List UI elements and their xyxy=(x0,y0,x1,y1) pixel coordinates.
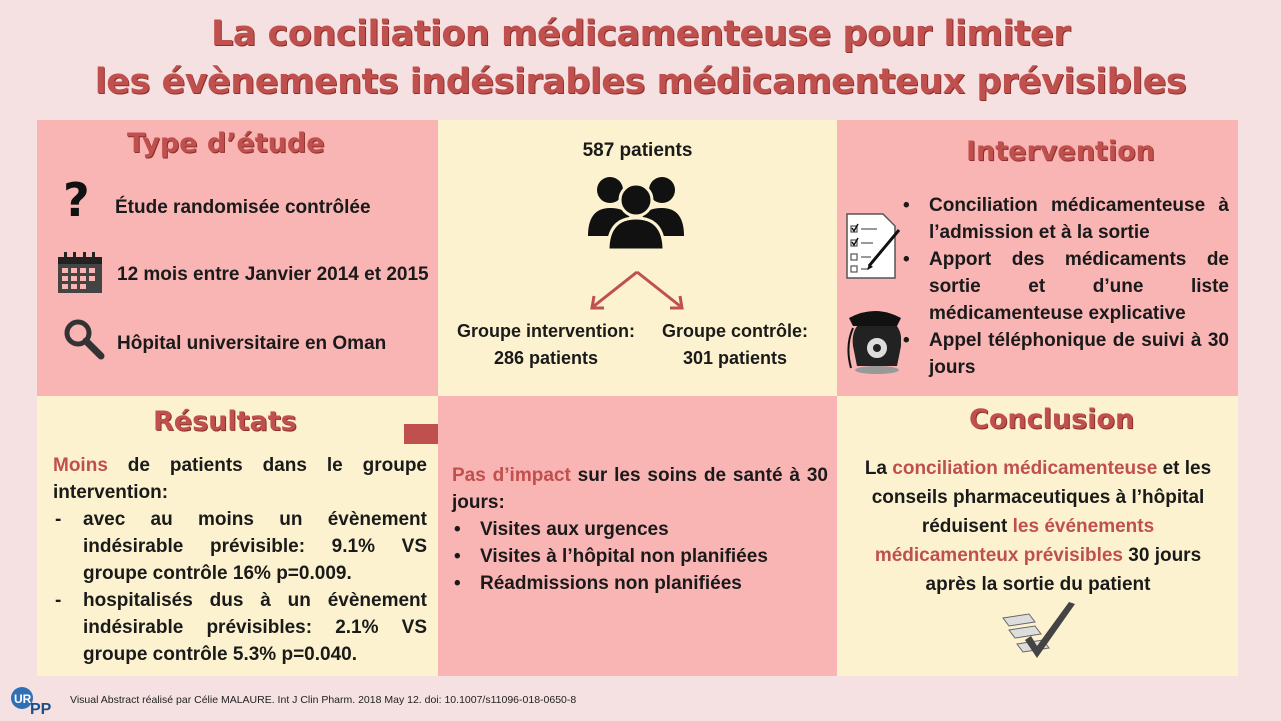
intervention-group-count: 286 patients xyxy=(493,348,599,368)
list-item: • Visites à l’hôpital non planifiées xyxy=(452,543,828,570)
population-panel xyxy=(438,120,837,396)
magnifier-icon xyxy=(63,318,105,365)
results-body xyxy=(53,452,427,668)
results-lead-highlight: Moins xyxy=(53,455,108,476)
intervention-group xyxy=(456,318,636,372)
study-type-panel xyxy=(37,120,438,396)
intervention-list xyxy=(901,192,1229,381)
conclusion-part-3: 30 jours après la sortie du patient xyxy=(925,545,1202,595)
impact-panel xyxy=(438,396,837,676)
list-item: • Appel téléphonique de suivi à 30 jours xyxy=(901,327,1229,381)
conclusion-text xyxy=(851,454,1225,599)
conclusion-heading: Conclusion xyxy=(969,404,1135,435)
total-patients: 587 patients xyxy=(582,140,693,161)
study-type-heading: Type d’étude xyxy=(127,128,325,159)
svg-text:UR: UR xyxy=(14,692,32,706)
svg-text:PP: PP xyxy=(30,701,52,716)
page-title xyxy=(0,10,1281,106)
impact-lead-text: sur les soins de santé à 30 jours: xyxy=(452,465,828,513)
control-group-count: 301 patients xyxy=(682,348,788,368)
conclusion-part-2: et les conseils pharmaceutiques à l’hôpital réduisent xyxy=(871,458,1212,537)
impact-lead xyxy=(452,462,828,516)
question-mark-icon: ? xyxy=(63,173,90,227)
telephone-icon xyxy=(845,306,901,381)
split-arrows-icon xyxy=(586,268,688,319)
results-lead-text: de patients dans le groupe intervention: xyxy=(53,455,427,503)
intervention-group-label: Groupe intervention: xyxy=(456,321,635,341)
title-line-2: les évènements indésirables médicamenteux prévisibles xyxy=(94,62,1187,102)
control-group xyxy=(660,318,810,372)
calendar-icon xyxy=(57,252,103,299)
results-list xyxy=(53,506,427,668)
impact-highlight: Pas d’impact xyxy=(452,465,571,486)
title-line-1: La conciliation médicamenteuse pour limiter xyxy=(210,14,1071,54)
checklist-document-icon xyxy=(845,212,901,285)
conclusion-part-1: La xyxy=(864,458,893,479)
list-item: - avec au moins un évènement indésirable prévisible: 9.1% VS groupe contrôle 16% p=0.009. xyxy=(53,506,427,587)
people-group-icon xyxy=(586,170,686,257)
list-item: • Conciliation médicamenteuse à l’admission et à la sortie xyxy=(901,192,1229,246)
checkmark-boxes-icon xyxy=(999,600,1077,667)
control-group-label: Groupe contrôle: xyxy=(661,321,808,341)
study-location-text: Hôpital universitaire en Oman xyxy=(117,333,387,354)
urpp-logo xyxy=(10,686,58,721)
conclusion-panel xyxy=(837,396,1238,676)
citation-footer: Visual Abstract réalisé par Célie MALAURE. Int J Clin Pharm. 2018 May 12. doi: 10.1007/s11096-018-0650-8 xyxy=(70,694,577,706)
study-duration-text: 12 mois entre Janvier 2014 et 2015 xyxy=(117,264,429,285)
list-item: • Réadmissions non planifiées xyxy=(452,570,828,597)
conclusion-highlight-2: les événements médicamenteux prévisibles xyxy=(874,516,1155,566)
study-design-text: Étude randomisée contrôlée xyxy=(115,197,371,218)
results-panel xyxy=(37,396,438,676)
conclusion-highlight-1: conciliation médicamenteuse xyxy=(892,458,1158,479)
impact-body xyxy=(452,462,828,597)
list-item: - hospitalisés dus à un évènement indésirable prévisibles: 2.1% VS groupe contrôle 5.3% p=0.040. xyxy=(53,587,427,668)
list-item: • Apport des médicaments de sortie et d’une liste médicamenteuse explicative xyxy=(901,246,1229,327)
intervention-heading: Intervention xyxy=(966,136,1155,167)
impact-list xyxy=(452,516,828,597)
results-heading: Résultats xyxy=(153,406,297,437)
intervention-panel xyxy=(837,120,1238,396)
list-item: • Visites aux urgences xyxy=(452,516,828,543)
results-lead xyxy=(53,452,427,506)
